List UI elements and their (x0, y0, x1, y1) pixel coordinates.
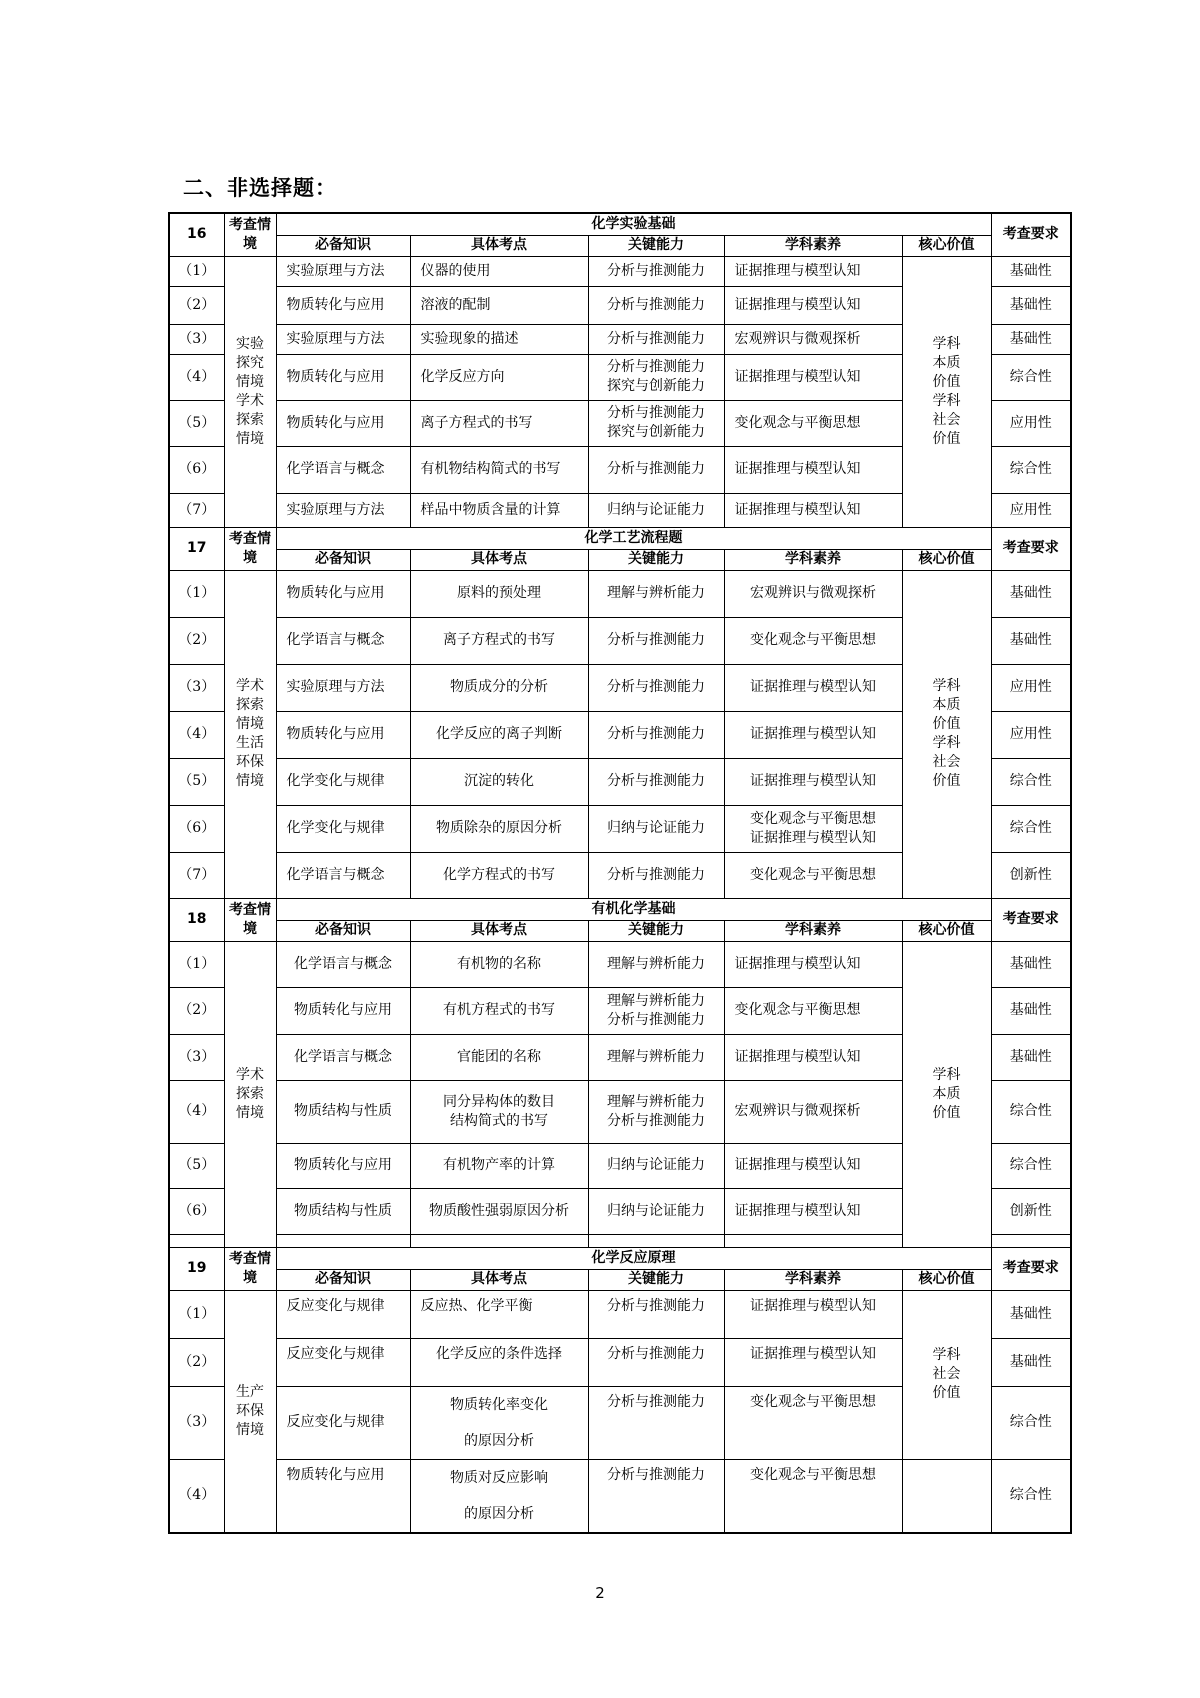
requirement-cell: 应用性 (991, 664, 1071, 711)
point-header: 具体考点 (410, 1269, 588, 1290)
literacy-cell: 变化观念与平衡思想 (724, 852, 902, 898)
row-index: （4） (169, 1080, 224, 1143)
literacy-header: 学科素养 (724, 549, 902, 570)
point-cell: 化学反应的条件选择 (410, 1338, 588, 1386)
knowledge-cell: 物质转化与应用 (276, 1459, 410, 1533)
context-cell: 生产 环保 情境 (224, 1290, 276, 1533)
row-index: （5） (169, 758, 224, 805)
knowledge-header: 必备知识 (276, 549, 410, 570)
literacy-cell: 变化观念与平衡思想 (724, 400, 902, 446)
requirement-cell: 基础性 (991, 987, 1071, 1034)
literacy-cell: 证据推理与模型认知 (724, 354, 902, 400)
q17-header-row-1 (169, 527, 1071, 549)
ability-cell: 分析与推测能力 探究与创新能力 (588, 354, 724, 400)
literacy-cell: 证据推理与模型认知 (724, 1290, 902, 1338)
point-cell: 仪器的使用 (410, 256, 588, 286)
literacy-cell: 证据推理与模型认知 (724, 256, 902, 286)
point-cell: 有机物的名称 (410, 941, 588, 987)
q16-header-row-2 (169, 235, 1071, 256)
requirement-cell: 基础性 (991, 286, 1071, 324)
literacy-cell: 证据推理与模型认知 (724, 493, 902, 527)
requirement-cell: 基础性 (991, 941, 1071, 987)
empty-cell (169, 1234, 224, 1247)
ability-cell: 分析与推测能力 (588, 324, 724, 354)
ability-cell: 理解与辨析能力 分析与推测能力 (588, 987, 724, 1034)
q17-header-row-2 (169, 549, 1071, 570)
point-cell: 化学方程式的书写 (410, 852, 588, 898)
empty-cell (724, 1234, 902, 1247)
point-cell: 有机方程式的书写 (410, 987, 588, 1034)
ability-header: 关键能力 (588, 235, 724, 256)
table-row (169, 570, 1071, 617)
row-index: （5） (169, 400, 224, 446)
row-index: （3） (169, 1386, 224, 1459)
value-header: 核心价值 (902, 235, 991, 256)
ability-header: 关键能力 (588, 1269, 724, 1290)
empty-cell (588, 1234, 724, 1247)
requirement-cell: 基础性 (991, 256, 1071, 286)
point-header: 具体考点 (410, 235, 588, 256)
ability-cell: 分析与推测能力 (588, 1386, 724, 1459)
knowledge-cell: 物质转化与应用 (276, 570, 410, 617)
requirement-cell: 综合性 (991, 354, 1071, 400)
question-number: 19 (169, 1247, 224, 1290)
point-cell: 同分异构体的数目 结构简式的书写 (410, 1080, 588, 1143)
row-index: （4） (169, 711, 224, 758)
context-header: 考查情境 (224, 527, 276, 570)
ability-cell: 理解与辨析能力 (588, 941, 724, 987)
ability-cell: 分析与推测能力 (588, 1290, 724, 1338)
knowledge-cell: 化学语言与概念 (276, 617, 410, 664)
knowledge-cell: 化学语言与概念 (276, 941, 410, 987)
context-header: 考查情境 (224, 1247, 276, 1290)
requirement-header: 考查要求 (991, 527, 1071, 570)
value-cell-empty (902, 1459, 991, 1533)
section-title: 化学实验基础 (276, 213, 991, 235)
literacy-cell: 变化观念与平衡思想 (724, 1459, 902, 1533)
ability-cell: 分析与推测能力 (588, 852, 724, 898)
literacy-cell: 证据推理与模型认知 (724, 758, 902, 805)
knowledge-cell: 反应变化与规律 (276, 1338, 410, 1386)
point-cell: 物质对反应影响 的原因分析 (410, 1459, 588, 1533)
row-index: （4） (169, 354, 224, 400)
requirement-cell: 应用性 (991, 493, 1071, 527)
requirement-cell: 应用性 (991, 400, 1071, 446)
context-cell: 实验 探究 情境 学术 探索 情境 (224, 256, 276, 527)
knowledge-header: 必备知识 (276, 235, 410, 256)
knowledge-cell: 物质结构与性质 (276, 1080, 410, 1143)
section-title: 化学工艺流程题 (276, 527, 991, 549)
row-index: （6） (169, 446, 224, 493)
exam-analysis-table (168, 212, 1072, 1534)
point-cell: 实验现象的描述 (410, 324, 588, 354)
table-row (169, 941, 1071, 987)
knowledge-cell: 反应变化与规律 (276, 1290, 410, 1338)
literacy-header: 学科素养 (724, 1269, 902, 1290)
row-index: （6） (169, 1188, 224, 1234)
knowledge-cell: 物质转化与应用 (276, 400, 410, 446)
literacy-cell: 变化观念与平衡思想 证据推理与模型认知 (724, 805, 902, 852)
point-header: 具体考点 (410, 549, 588, 570)
knowledge-cell: 物质转化与应用 (276, 354, 410, 400)
row-index: （3） (169, 1034, 224, 1080)
requirement-cell: 综合性 (991, 805, 1071, 852)
literacy-cell: 证据推理与模型认知 (724, 1188, 902, 1234)
requirement-cell: 综合性 (991, 1459, 1071, 1533)
ability-cell: 分析与推测能力 (588, 1459, 724, 1533)
requirement-header: 考查要求 (991, 1247, 1071, 1290)
row-index: （7） (169, 852, 224, 898)
ability-cell: 分析与推测能力 (588, 617, 724, 664)
point-cell: 有机物产率的计算 (410, 1143, 588, 1188)
knowledge-cell: 物质转化与应用 (276, 987, 410, 1034)
knowledge-cell: 化学变化与规律 (276, 805, 410, 852)
literacy-cell: 宏观辨识与微观探析 (724, 324, 902, 354)
point-cell: 沉淀的转化 (410, 758, 588, 805)
row-index: （1） (169, 941, 224, 987)
knowledge-cell: 实验原理与方法 (276, 256, 410, 286)
literacy-cell: 宏观辨识与微观探析 (724, 1080, 902, 1143)
requirement-cell: 基础性 (991, 570, 1071, 617)
point-cell: 物质除杂的原因分析 (410, 805, 588, 852)
section-heading: 二、非选择题： (183, 176, 337, 200)
literacy-cell: 变化观念与平衡思想 (724, 1386, 902, 1459)
knowledge-header: 必备知识 (276, 920, 410, 941)
requirement-cell: 基础性 (991, 1034, 1071, 1080)
q19-header-row-1 (169, 1247, 1071, 1269)
literacy-cell: 变化观念与平衡思想 (724, 617, 902, 664)
point-cell: 化学反应方向 (410, 354, 588, 400)
row-index: （2） (169, 1338, 224, 1386)
ability-cell: 分析与推测能力 (588, 286, 724, 324)
ability-cell: 分析与推测能力 (588, 664, 724, 711)
table-row (169, 1459, 1071, 1533)
knowledge-cell: 实验原理与方法 (276, 664, 410, 711)
context-cell: 学术 探索 情境 (224, 941, 276, 1247)
knowledge-cell: 化学变化与规律 (276, 758, 410, 805)
value-cell: 学科 本质 价值 学科 社会 价值 (902, 570, 991, 898)
knowledge-cell: 反应变化与规律 (276, 1386, 410, 1459)
literacy-cell: 证据推理与模型认知 (724, 941, 902, 987)
value-cell: 学科 本质 价值 (902, 941, 991, 1247)
ability-cell: 归纳与论证能力 (588, 1188, 724, 1234)
literacy-cell: 证据推理与模型认知 (724, 1034, 902, 1080)
point-cell: 离子方程式的书写 (410, 400, 588, 446)
row-index: （5） (169, 1143, 224, 1188)
literacy-cell: 证据推理与模型认知 (724, 1338, 902, 1386)
value-header: 核心价值 (902, 920, 991, 941)
q19-header-row-2 (169, 1269, 1071, 1290)
q16-header-row-1 (169, 213, 1071, 235)
literacy-cell: 证据推理与模型认知 (724, 711, 902, 758)
ability-cell: 理解与辨析能力 (588, 570, 724, 617)
ability-cell: 归纳与论证能力 (588, 1143, 724, 1188)
row-index: （3） (169, 324, 224, 354)
requirement-cell: 基础性 (991, 1338, 1071, 1386)
table-row (169, 256, 1071, 286)
point-cell: 样品中物质含量的计算 (410, 493, 588, 527)
knowledge-cell: 化学语言与概念 (276, 852, 410, 898)
ability-cell: 归纳与论证能力 (588, 805, 724, 852)
ability-cell: 分析与推测能力 (588, 758, 724, 805)
knowledge-cell: 实验原理与方法 (276, 324, 410, 354)
empty-cell (410, 1234, 588, 1247)
literacy-cell: 证据推理与模型认知 (724, 286, 902, 324)
row-index: （1） (169, 570, 224, 617)
context-cell: 学术 探索 情境 生活 环保 情境 (224, 570, 276, 898)
row-index: （2） (169, 617, 224, 664)
value-header: 核心价值 (902, 1269, 991, 1290)
empty-cell (991, 1234, 1071, 1247)
point-cell: 官能团的名称 (410, 1034, 588, 1080)
knowledge-cell: 物质结构与性质 (276, 1188, 410, 1234)
knowledge-cell: 物质转化与应用 (276, 1143, 410, 1188)
ability-cell: 分析与推测能力 探究与创新能力 (588, 400, 724, 446)
section-title: 有机化学基础 (276, 898, 991, 920)
page-number: 2 (595, 1584, 605, 1602)
ability-header: 关键能力 (588, 920, 724, 941)
knowledge-cell: 物质转化与应用 (276, 711, 410, 758)
value-header: 核心价值 (902, 549, 991, 570)
literacy-header: 学科素养 (724, 235, 902, 256)
ability-header: 关键能力 (588, 549, 724, 570)
ability-cell: 理解与辨析能力 (588, 1034, 724, 1080)
question-number: 18 (169, 898, 224, 941)
knowledge-cell: 实验原理与方法 (276, 493, 410, 527)
requirement-cell: 综合性 (991, 1080, 1071, 1143)
row-index: （2） (169, 286, 224, 324)
point-cell: 原料的预处理 (410, 570, 588, 617)
row-index: （1） (169, 1290, 224, 1338)
point-cell: 物质成分的分析 (410, 664, 588, 711)
question-number: 16 (169, 213, 224, 256)
value-cell: 学科 本质 价值 学科 社会 价值 (902, 256, 991, 527)
literacy-cell: 证据推理与模型认知 (724, 1143, 902, 1188)
ability-cell: 分析与推测能力 (588, 256, 724, 286)
requirement-cell: 创新性 (991, 852, 1071, 898)
knowledge-cell: 物质转化与应用 (276, 286, 410, 324)
ability-cell: 理解与辨析能力 分析与推测能力 (588, 1080, 724, 1143)
point-cell: 物质酸性强弱原因分析 (410, 1188, 588, 1234)
empty-cell (276, 1234, 410, 1247)
requirement-header: 考查要求 (991, 898, 1071, 941)
point-cell: 有机物结构简式的书写 (410, 446, 588, 493)
requirement-header: 考查要求 (991, 213, 1071, 256)
point-cell: 溶液的配制 (410, 286, 588, 324)
requirement-cell: 综合性 (991, 446, 1071, 493)
q18-header-row-2 (169, 920, 1071, 941)
literacy-cell: 宏观辨识与微观探析 (724, 570, 902, 617)
row-index: （3） (169, 664, 224, 711)
row-index: （2） (169, 987, 224, 1034)
knowledge-cell: 化学语言与概念 (276, 446, 410, 493)
knowledge-header: 必备知识 (276, 1269, 410, 1290)
context-header: 考查情境 (224, 898, 276, 941)
literacy-header: 学科素养 (724, 920, 902, 941)
requirement-cell: 基础性 (991, 1290, 1071, 1338)
point-cell: 离子方程式的书写 (410, 617, 588, 664)
requirement-cell: 创新性 (991, 1188, 1071, 1234)
ability-cell: 归纳与论证能力 (588, 493, 724, 527)
knowledge-cell: 化学语言与概念 (276, 1034, 410, 1080)
point-cell: 化学反应的离子判断 (410, 711, 588, 758)
requirement-cell: 综合性 (991, 1143, 1071, 1188)
ability-cell: 分析与推测能力 (588, 711, 724, 758)
requirement-cell: 综合性 (991, 1386, 1071, 1459)
requirement-cell: 基础性 (991, 324, 1071, 354)
ability-cell: 分析与推测能力 (588, 446, 724, 493)
row-index: （4） (169, 1459, 224, 1533)
question-number: 17 (169, 527, 224, 570)
literacy-cell: 变化观念与平衡思想 (724, 987, 902, 1034)
ability-cell: 分析与推测能力 (588, 1338, 724, 1386)
row-index: （7） (169, 493, 224, 527)
value-cell: 学科 社会 价值 (902, 1290, 991, 1459)
literacy-cell: 证据推理与模型认知 (724, 446, 902, 493)
point-cell: 反应热、化学平衡 (410, 1290, 588, 1338)
requirement-cell: 基础性 (991, 617, 1071, 664)
point-header: 具体考点 (410, 920, 588, 941)
table-row (169, 1290, 1071, 1338)
row-index: （6） (169, 805, 224, 852)
context-header: 考查情境 (224, 213, 276, 256)
section-title: 化学反应原理 (276, 1247, 991, 1269)
requirement-cell: 综合性 (991, 758, 1071, 805)
q18-header-row-1 (169, 898, 1071, 920)
row-index: （1） (169, 256, 224, 286)
literacy-cell: 证据推理与模型认知 (724, 664, 902, 711)
requirement-cell: 应用性 (991, 711, 1071, 758)
point-cell: 物质转化率变化 的原因分析 (410, 1386, 588, 1459)
